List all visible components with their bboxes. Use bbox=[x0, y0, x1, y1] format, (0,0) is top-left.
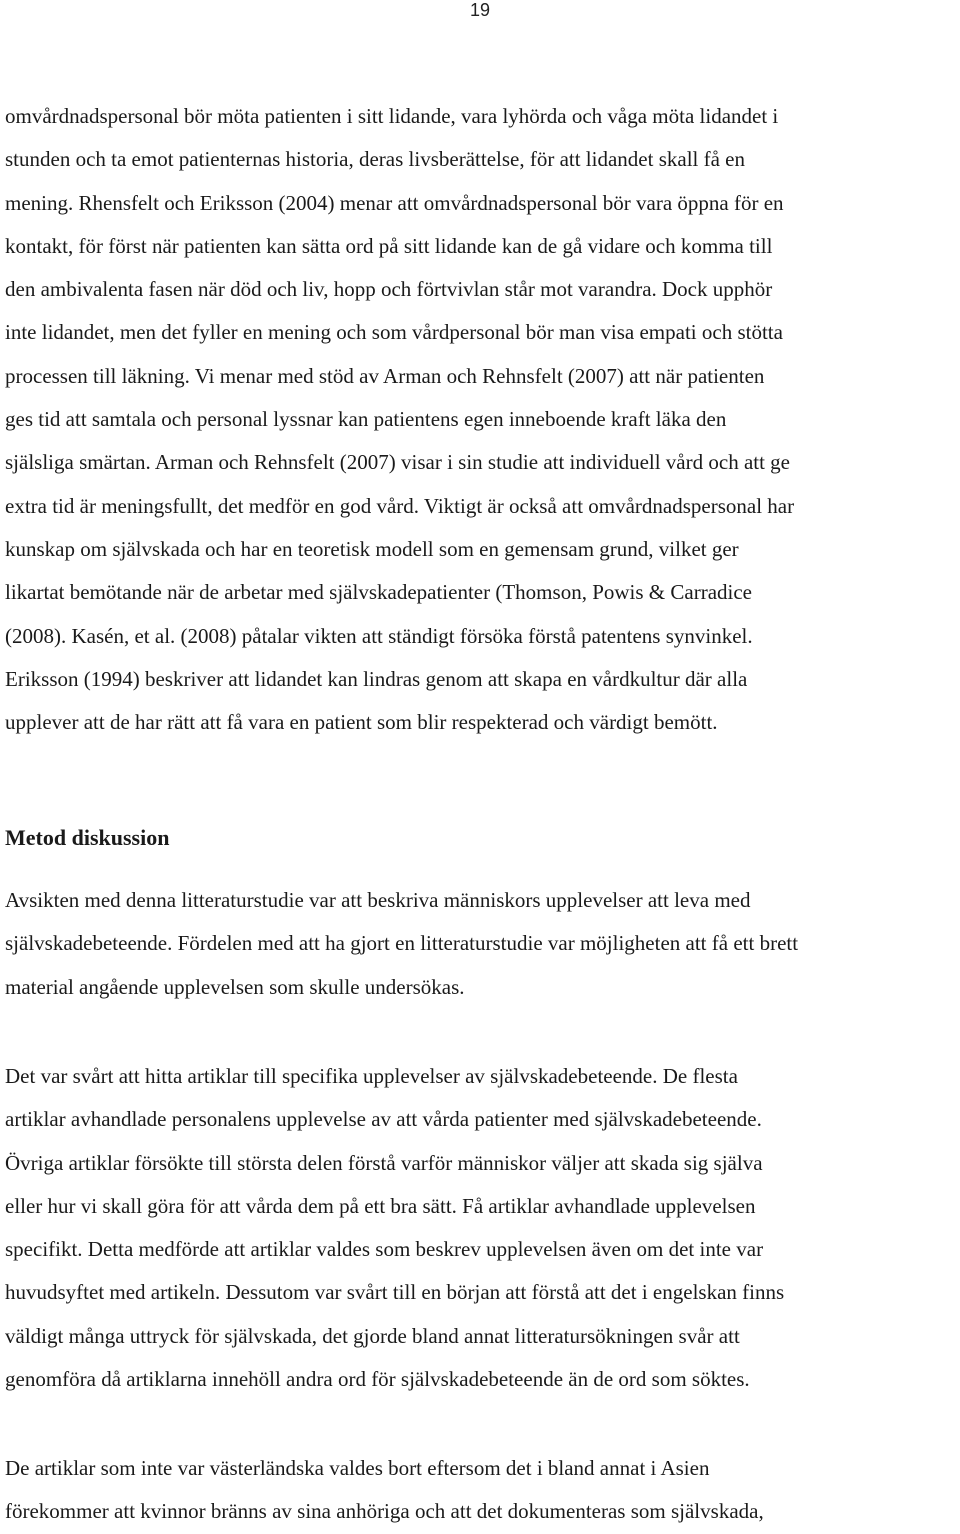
text-line: genomföra då artiklarna innehöll andra ord för självskadebeteende än de ord som söktes. bbox=[5, 1367, 750, 1392]
text-line: den ambivalenta fasen när död och liv, hopp och förtvivlan står mot varandra. Dock upphör bbox=[5, 277, 773, 302]
page-number: 19 bbox=[469, 0, 491, 20]
text-line: kontakt, för först när patienten kan sätta ord på sitt lidande kan de gå vidare och komma till bbox=[5, 233, 773, 258]
text-line: Övriga artiklar försökte till största delen förstå varför människor väljer att skada sig själva bbox=[5, 1150, 763, 1175]
text-line: Det var svårt att hitta artiklar till specifika upplevelser av självskadebeteende. De flesta bbox=[5, 1064, 738, 1088]
text-line: stunden och ta emot patienternas historia, deras livsberättelse, för att lidandet skall få en bbox=[5, 147, 746, 172]
text-line: extra tid är meningsfullt, det medför en god vård. Viktigt är också att omvårdnadspersonal har bbox=[5, 493, 795, 518]
text-line: mening. Rhensfelt och Eriksson (2004) menar att omvårdnadspersonal bör vara öppna för en bbox=[5, 190, 784, 215]
text-line: De artiklar som inte var västerländska valdes bort eftersom det i bland annat i Asien bbox=[5, 1456, 710, 1480]
paragraph-4 bbox=[5, 1447, 959, 1534]
text-line: väldigt många uttryck för självskada, det gjorde bland annat litteratursökningen svår att bbox=[5, 1323, 740, 1348]
paragraph-3 bbox=[5, 1055, 959, 1401]
text-line: likartat bemötande när de arbetar med självskadepatienter (Thomson, Powis & Carradice bbox=[5, 580, 752, 605]
text-line: Eriksson (1994) beskriver att lidandet kan lindras genom att skapa en vårdkultur där alla bbox=[5, 666, 748, 691]
text-line: omvårdnadspersonal bör möta patienten i sitt lidande, vara lyhörda och våga möta lidandet i bbox=[5, 104, 779, 128]
section-heading: Metod diskussion bbox=[5, 825, 170, 850]
text-line: självskadebeteende. Fördelen med att ha gjort en litteraturstudie var möjligheten att få ett brett bbox=[5, 931, 799, 956]
text-line: processen till läkning. Vi menar med stöd av Arman och Rehnsfelt (2007) att när patienten bbox=[5, 363, 765, 388]
text-line: huvudsyftet med artikeln. Dessutom var svårt till en början att förstå att det i engelskan finns bbox=[5, 1280, 785, 1305]
text-line: eller hur vi skall göra för att vårda dem på ett bra sätt. Få artiklar avhandlade upplevelsen bbox=[5, 1193, 756, 1218]
text-line: kunskap om självskada och har en teoretisk modell som en gemensam grund, vilket ger bbox=[5, 536, 739, 561]
paragraph-1 bbox=[5, 95, 959, 744]
text-line: förekommer att kvinnor bränns av sina anhöriga och att det dokumenteras som självskada, bbox=[5, 1499, 764, 1524]
text-line: upplever att de har rätt att få vara en patient som blir respekterad och värdigt bemött. bbox=[5, 710, 718, 735]
text-line: material angående upplevelsen som skulle undersökas. bbox=[5, 974, 465, 999]
text-line: själsliga smärtan. Arman och Rehnsfelt (2007) visar i sin studie att individuell vård och att ge bbox=[5, 450, 790, 475]
text-line: Avsikten med denna litteraturstudie var att beskriva människors upplevelser att leva med bbox=[5, 888, 751, 912]
text-line: specifikt. Detta medförde att artiklar valdes som beskrev upplevelsen även om det inte var bbox=[5, 1237, 764, 1262]
text-line: ges tid att samtala och personal lyssnar kan patientens egen inneboende kraft läka den bbox=[5, 407, 727, 432]
paragraph-2 bbox=[5, 879, 959, 1009]
text-line: inte lidandet, men det fyller en mening och som vårdpersonal bör man visa empati och stötta bbox=[5, 320, 783, 345]
text-line: artiklar avhandlade personalens upplevelse av att vårda patienter med självskadebeteende. bbox=[5, 1107, 762, 1132]
text-line: (2008). Kasén, et al. (2008) påtalar vikten att ständigt försöka förstå patentens synvinkel. bbox=[5, 623, 753, 648]
